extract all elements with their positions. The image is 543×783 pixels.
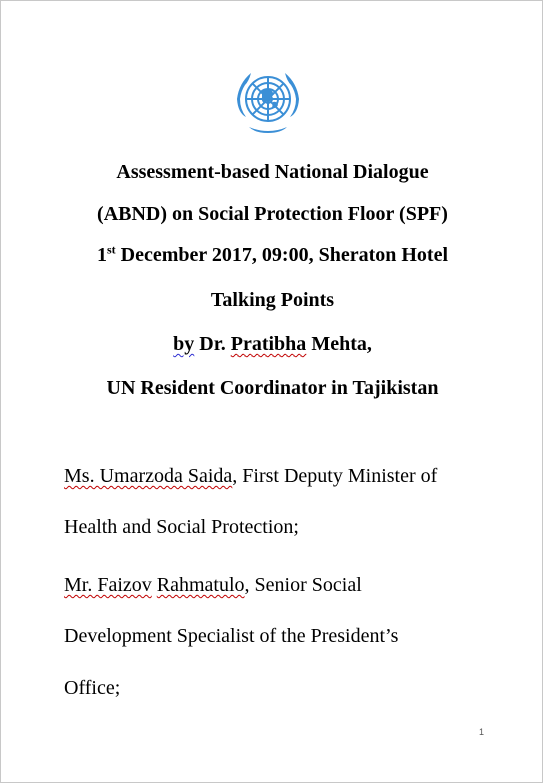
- un-emblem-icon: [229, 69, 307, 135]
- date-venue: December 2017, 09:00, Sheraton Hotel: [115, 244, 448, 266]
- date-suffix: st: [106, 242, 116, 257]
- addressee-2-line-2: Development Specialist of the President’s: [64, 625, 399, 647]
- title-line-4: Talking Points: [210, 289, 335, 311]
- title-line-6: UN Resident Coordinator in Tajikistan: [106, 377, 439, 399]
- addressee-2-title-part1: , Senior Social: [244, 574, 362, 596]
- addressee-1-line-1: [64, 465, 437, 488]
- title-line-5: [1, 333, 543, 356]
- addressee-2-line-3: Office;: [64, 677, 121, 699]
- addressee-1-line-2: Health and Social Protection;: [64, 516, 299, 538]
- title-line-3: [1, 244, 543, 267]
- page-number: 1: [479, 727, 485, 737]
- addressee-1-title-part1: , First Deputy Minister of: [232, 465, 438, 487]
- addressee-2-line-1: [64, 574, 362, 597]
- speaker-first-name: Pratibha: [230, 333, 307, 355]
- by-word: by: [173, 333, 195, 355]
- speaker-last-name: Mehta,: [306, 333, 372, 355]
- addressee-2-name-first: Mr. Faizov: [64, 574, 152, 596]
- addressee-1-name: Ms. Umarzoda Saida: [64, 465, 233, 487]
- dr-prefix: Dr.: [194, 333, 231, 355]
- addressee-2-name-last: Rahmatulo: [156, 574, 245, 596]
- date-day: 1: [96, 244, 107, 266]
- title-line-2: (ABND) on Social Protection Floor (SPF): [97, 203, 448, 225]
- title-line-1: Assessment-based National Dialogue: [116, 161, 429, 183]
